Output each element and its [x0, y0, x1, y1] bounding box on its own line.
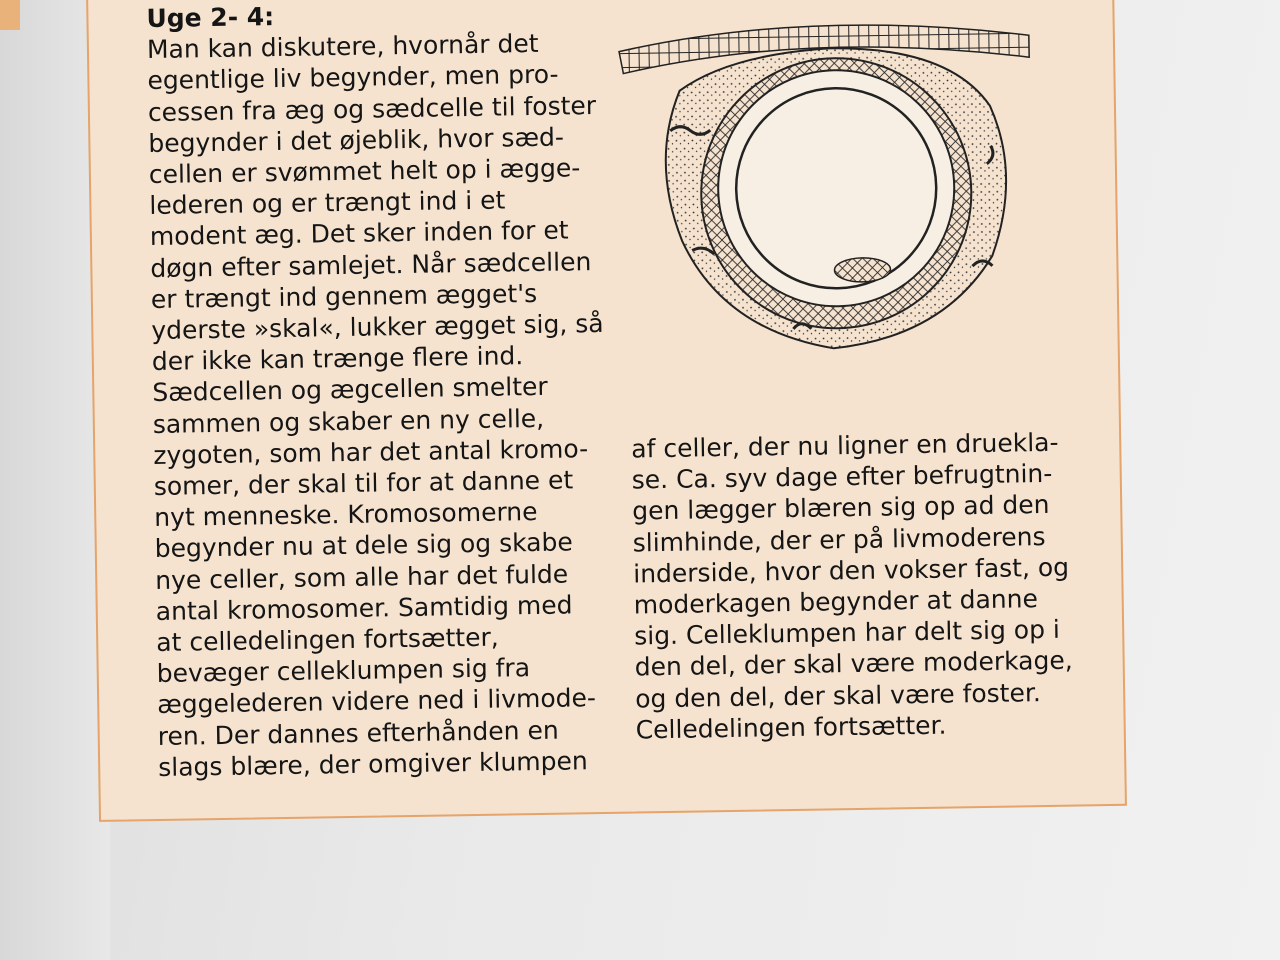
- text-line: se. Ca. syv dage efter befrugtnin-: [631, 459, 1053, 495]
- text-line: somer, der skal til for at danne et: [153, 465, 574, 502]
- text-line: sig. Celleklumpen har delt sig op i: [633, 615, 1061, 651]
- text-line: antal kromosomer. Samtidig med: [155, 590, 573, 626]
- text-line: Sædcellen og ægcellen smelter: [152, 372, 548, 408]
- text-line: gen lægger blæren sig op ad den: [632, 490, 1050, 526]
- left-lines: [147, 27, 629, 783]
- text-line: ren. Der dannes efterhånden en: [157, 715, 559, 751]
- text-line: Celledelingen fortsætter.: [635, 710, 947, 745]
- text-line: cellen er svømmet helt op i ægge-: [148, 153, 581, 190]
- text-line: egentlige liv begynder, men pro-: [147, 59, 559, 96]
- left-column: [146, 0, 628, 783]
- text-line: døgn efter samlejet. Når sædcellen: [150, 246, 592, 283]
- right-lines: [631, 426, 1106, 745]
- text-line: cessen fra æg og sædcelle til foster: [147, 90, 597, 127]
- text-line: Man kan diskutere, hvornår det: [146, 29, 539, 65]
- text-line: begynder i det øjeblik, hvor sæd-: [148, 122, 565, 158]
- text-line: æggelederen videre ned i livmode-: [157, 683, 597, 720]
- text-line: slimhinde, der er på livmoderens: [632, 521, 1046, 558]
- text-line: moderkagen begynder at danne: [633, 584, 1039, 620]
- text-line: yderste »skal«, lukker ægget sig, så: [151, 308, 604, 346]
- text-line: modent æg. Det sker inden for et: [149, 215, 569, 252]
- section-heading: Uge 2- 4:: [146, 2, 275, 34]
- text-line: og den del, der skal være foster.: [634, 677, 1042, 714]
- right-column: [631, 426, 1106, 745]
- text-line: er trængt ind gennem ægget's: [150, 278, 538, 314]
- text-line: slags blære, der omgiver klumpen: [157, 746, 588, 782]
- text-line: bevæger celleklumpen sig fra: [156, 653, 531, 689]
- text-box: [86, 0, 1127, 822]
- text-line: af celler, der nu ligner en druekla-: [631, 427, 1059, 464]
- text-line: at celledelingen fortsætter,: [156, 622, 499, 658]
- text-line: lederen og er trængt ind i et: [149, 185, 506, 221]
- blastocyst-illustration-icon: [608, 5, 1044, 372]
- text-line: der ikke kan trænge flere ind.: [151, 341, 524, 377]
- text-line: den del, der skal være moderkage,: [634, 646, 1073, 682]
- text-line: nyt menneske. Kromosomerne: [154, 497, 538, 533]
- text-line: nye celler, som alle har det fulde: [155, 559, 569, 595]
- text-line: begynder nu at dele sig og skabe: [154, 527, 573, 564]
- orange-tab: [0, 0, 20, 30]
- text-line: sammen og skaber en ny celle,: [152, 403, 545, 439]
- text-line: zygoten, som har det antal kromo-: [153, 434, 589, 470]
- text-line: inderside, hvor den vokser fast, og: [633, 552, 1070, 589]
